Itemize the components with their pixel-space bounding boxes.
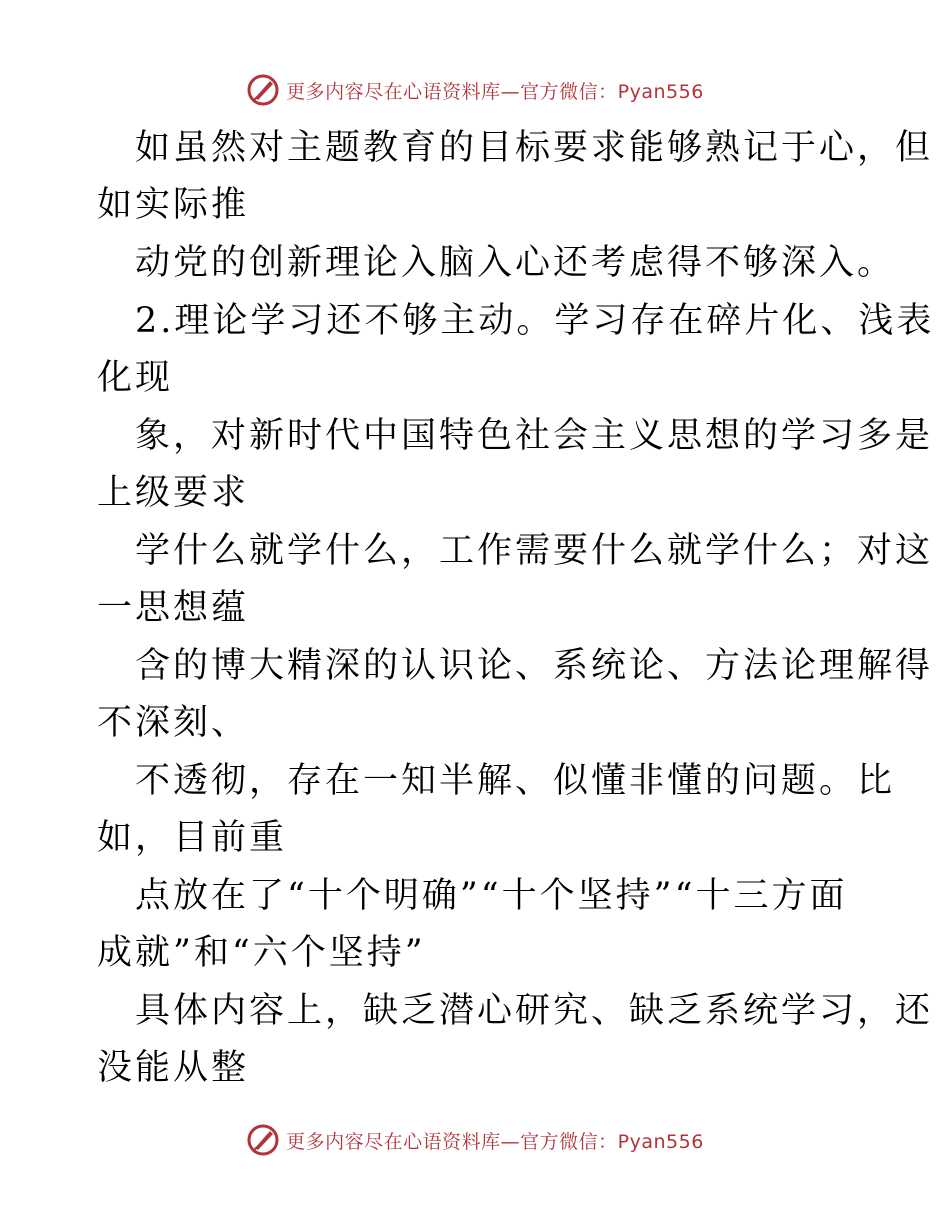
text-line-1: 如虽然对主题教育的目标要求能够熟记于心，但: [135, 128, 934, 168]
text-line-2: 如实际推: [97, 185, 250, 225]
text-line-12: 不透彻，存在一知半解、似懂非懂的问题。比: [135, 761, 896, 801]
text-line-9: 一思想蕴: [97, 588, 250, 628]
text-line-5: 化现: [97, 358, 174, 398]
text-line-7: 上级要求: [97, 473, 250, 513]
header-banner-text: 更多内容尽在心语资料库—官方微信：Pyan556: [286, 80, 704, 103]
text-line-3: 动党的创新理论入脑入心还考虑得不够深入。: [135, 243, 896, 283]
quill-logo-icon: [246, 1123, 280, 1157]
header-banner: [0, 70, 950, 110]
text-line-15: 成就”和“六个坚持”: [97, 933, 426, 973]
text-line-13: 如，目前重: [97, 818, 288, 858]
footer-banner: [0, 1120, 950, 1160]
text-line-17: 没能从整: [97, 1048, 250, 1088]
text-line-6: 象，对新时代中国特色社会主义思想的学习多是: [135, 416, 934, 456]
text-line-16: 具体内容上，缺乏潜心研究、缺乏系统学习，还: [135, 991, 934, 1031]
text-line-10: 含的博大精深的认识论、系统论、方法论理解得: [135, 646, 934, 686]
text-line-11: 不深刻、: [97, 703, 250, 743]
footer-banner-text: 更多内容尽在心语资料库—官方微信：Pyan556: [286, 1130, 704, 1153]
text-line-8: 学什么就学什么，工作需要什么就学什么；对这: [135, 531, 934, 571]
text-line-4: 2.理论学习还不够主动。学习存在碎片化、浅表: [135, 301, 935, 341]
text-line-14: 点放在了“十个明确”“十个坚持”“十三方面: [135, 876, 848, 916]
quill-logo-icon: [246, 73, 280, 107]
